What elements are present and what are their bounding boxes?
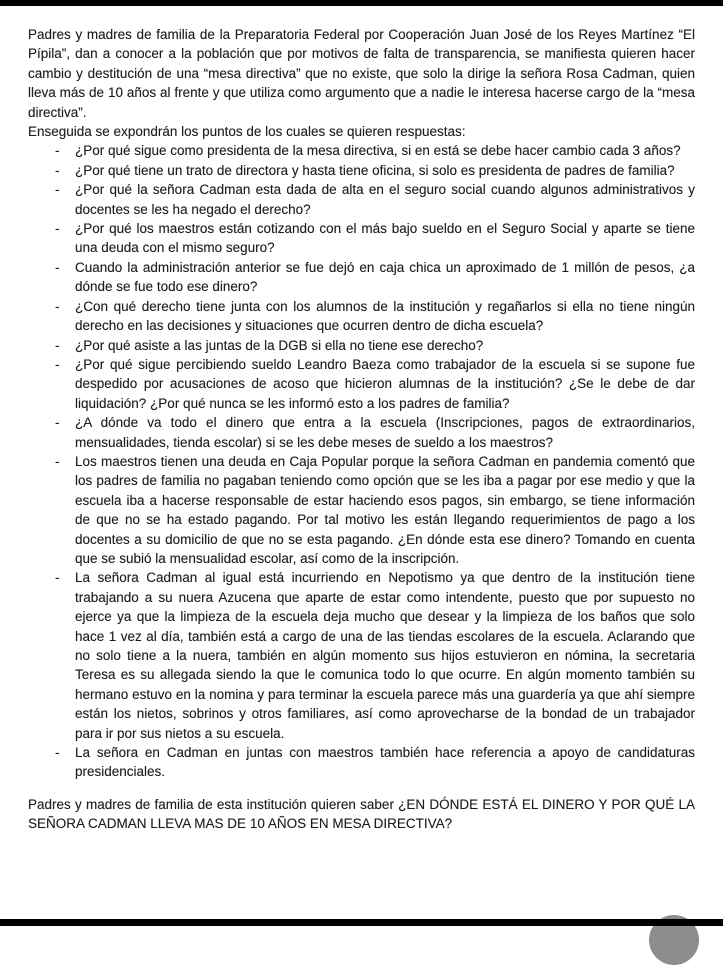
list-item-text: ¿Por qué la señora Cadman esta dada de alta en el seguro social cuando algunos administrativos y docentes se les ha negado el derecho? bbox=[75, 182, 695, 217]
list-item bbox=[55, 355, 695, 413]
bullet-marker: - bbox=[55, 259, 60, 275]
bullet-marker: - bbox=[55, 356, 60, 372]
list-item-text: Cuando la administración anterior se fue dejó en caja chica un aproximado de 1 millón de pesos, ¿a dónde se fue todo ese dinero? bbox=[75, 259, 695, 295]
bullet-marker: - bbox=[55, 453, 60, 469]
bullet-marker: - bbox=[55, 415, 60, 431]
list-item bbox=[55, 743, 695, 782]
bullet-marker: - bbox=[55, 162, 60, 178]
top-edge-bar bbox=[0, 0, 723, 6]
intro-paragraph: Padres y madres de familia de la Preparatoria Federal por Cooperación Juan José de los Reyes Martínez “El Pípila”, dan a conocer a la población que por motivos de falta de transparencia, se manifiesta quieren hacer cambio y destitución de una “mesa directiva” que no existe, que solo la dirige la señora Rosa Cadman, quien lleva más de 10 años al frente y que utiliza como argumento que a nadie le interesa hacerse cargo de la “mesa directiva”. bbox=[28, 27, 695, 120]
list-item-text: ¿Por qué asiste a las juntas de la DGB si ella no tiene ese derecho? bbox=[75, 337, 484, 353]
list-item bbox=[55, 413, 695, 452]
bullet-marker: - bbox=[55, 221, 60, 237]
bottom-edge-bar bbox=[0, 919, 723, 926]
list-item bbox=[55, 219, 695, 258]
list-item-text: ¿Por qué tiene un trato de directora y hasta tiene oficina, si solo es presidenta de padres de familia? bbox=[75, 162, 675, 178]
list-item-text: ¿Con qué derecho tiene junta con los alumnos de la institución y regañarlos si ella no tiene ningún derecho en las decisiones y situaciones que ocurren dentro de dicha escuela? bbox=[75, 298, 695, 334]
list-item bbox=[55, 180, 695, 219]
list-item-text: Los maestros tienen una deuda en Caja Popular porque la señora Cadman en pandemia comentó que los padres de familia no pagaban teniendo como opción que se les iba a pagar por ese medio y que la escuela iba a hacerse responsable de estar haciendo esos pagos, sin embargo, se tiene información de que no se ha estado pagando. Por tal motivo les están llegando requerimientos de pago a los docentes a su domicilio de que no se esta pagando. ¿En dónde esta ese dinero? Tomando en cuenta que se subió la mensualidad escolar, así como de la inscripción. bbox=[75, 453, 695, 566]
list-item bbox=[55, 297, 695, 336]
list-item-text: ¿A dónde va todo el dinero que entra a la escuela (Inscripciones, pagos de extraordinarios, mensualidades, tienda escolar) si se les debe meses de sueldo a los maestros? bbox=[75, 415, 695, 450]
bullet-marker: - bbox=[55, 745, 60, 761]
bullet-marker: - bbox=[55, 570, 60, 586]
list-item bbox=[55, 141, 695, 160]
questions-list bbox=[28, 141, 695, 781]
list-item-text: ¿Por qué sigue como presidenta de la mesa directiva, si en está se debe hacer cambio cada 3 años? bbox=[75, 143, 681, 159]
bullet-marker: - bbox=[55, 182, 60, 198]
bullet-marker: - bbox=[55, 298, 60, 314]
list-item bbox=[55, 336, 695, 355]
list-item bbox=[55, 258, 695, 297]
document-page bbox=[28, 25, 695, 834]
closing-paragraph: Padres y madres de familia de esta institución quieren saber ¿EN DÓNDE ESTÁ EL DINERO Y POR QUÉ LA SEÑORA CADMAN LLEVA MAS DE 10 AÑOS EN MESA DIRECTIVA? bbox=[28, 796, 695, 832]
list-item-text: La señora en Cadman en juntas con maestros también hace referencia a apoyo de candidaturas presidenciales. bbox=[75, 745, 695, 780]
list-item-text: La señora Cadman al igual está incurriendo en Nepotismo ya que dentro de la institución tiene trabajando a su nuera Azucena que aparte de estar como intendente, puesto que por supuesto no ejerce ya que la limpieza de la escuela deja mucho que desear y la limpieza de los baños que solo hace 1 vez al día, también está a cargo de una de las tiendas escolares de la escuela. Aclarando que no solo tiene a la nuera, también en algún momento sus hijos estuvieron en nómina, la secretaria Teresa es su allegada siendo la que le comunica todo lo que ocurre. En algún momento también su hermano estuvo en la nomina y para terminar la escuela parece más una guardería ya que ahí siempre están los nietos, sobrinos y otros familiares, así como aprovecharse de la bondad de un trabajador para ir por sus nietos a su escuela. bbox=[75, 570, 695, 741]
list-item bbox=[55, 568, 695, 743]
bullet-marker: - bbox=[55, 143, 60, 159]
list-item-text: ¿Por qué los maestros están cotizando con el más bajo sueldo en el Seguro Social y aparte se tiene una deuda con el mismo seguro? bbox=[75, 221, 695, 256]
list-item bbox=[55, 452, 695, 568]
lead-in-text: Enseguida se expondrán los puntos de los cuales se quieren respuestas: bbox=[28, 124, 466, 140]
bullet-marker: - bbox=[55, 337, 60, 353]
list-item-text: ¿Por qué sigue percibiendo sueldo Leandro Baeza como trabajador de la escuela si se supone fue despedido por acusaciones de acoso que hicieron alumnas de la institución? ¿Se le debe de dar liquidación? ¿Por qué nunca se les informó esto a los padres de familia? bbox=[75, 356, 695, 411]
list-item bbox=[55, 161, 695, 180]
